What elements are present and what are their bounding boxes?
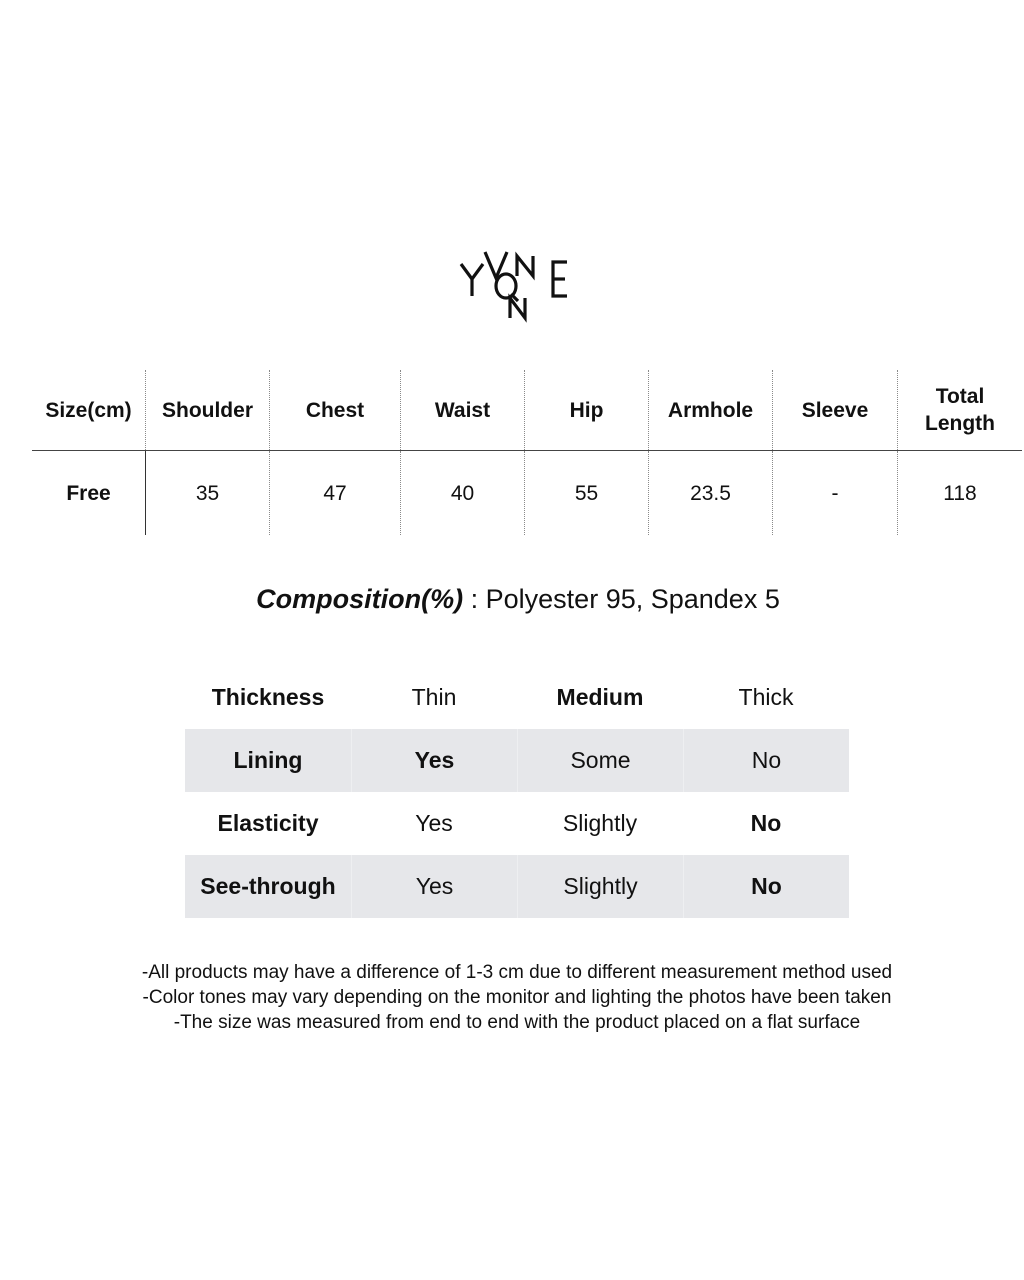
property-option: No	[683, 729, 849, 792]
header-shoulder: Shoulder	[145, 370, 269, 450]
note-line: -Color tones may vary depending on the monitor and lighting the photos have been taken	[142, 987, 892, 1008]
property-option-selected: Yes	[351, 729, 517, 792]
property-row-see-through	[185, 855, 849, 918]
cell-hip: 55	[524, 451, 648, 535]
brand-logo	[455, 246, 575, 324]
fabric-properties-table	[185, 666, 849, 918]
header-armhole: Armhole	[648, 370, 772, 450]
size-table	[32, 370, 1022, 535]
cell-size: Free	[66, 481, 111, 505]
note-line: -The size was measured from end to end with the product placed on a flat surface	[173, 1012, 861, 1033]
measurement-notes	[0, 960, 1024, 1035]
cell-waist: 40	[400, 451, 524, 535]
cell-sleeve: -	[772, 451, 897, 535]
header-waist: Waist	[400, 370, 524, 450]
property-name: Thickness	[211, 684, 325, 710]
property-option-selected: No	[750, 810, 782, 836]
property-option: Thick	[738, 684, 794, 710]
header-sleeve: Sleeve	[772, 370, 897, 450]
composition-value: Polyester 95, Spandex 5	[485, 584, 780, 614]
property-option: Yes	[415, 810, 453, 836]
property-row-elasticity	[185, 792, 849, 855]
property-option: Slightly	[562, 810, 638, 836]
property-row-lining	[185, 729, 849, 792]
composition-line	[0, 584, 1024, 615]
property-option-selected: No	[683, 855, 849, 918]
size-table-header	[32, 370, 1022, 451]
header-size: Size(cm)	[45, 398, 132, 422]
property-option-selected: Medium	[556, 684, 644, 710]
composition-separator: :	[463, 584, 486, 614]
property-name: See-through	[200, 873, 336, 899]
property-name: Elasticity	[217, 810, 319, 836]
note-line: -All products may have a difference of 1-3 cm due to different measurement method used	[141, 962, 893, 983]
property-row-thickness	[185, 666, 849, 729]
property-name: Lining	[233, 747, 303, 773]
size-table-row	[32, 451, 1022, 535]
composition-label: Composition(%)	[256, 584, 464, 614]
header-total-length: Total Length	[897, 370, 1022, 450]
cell-shoulder: 35	[145, 451, 269, 535]
cell-armhole: 23.5	[648, 451, 772, 535]
property-option: Yes	[351, 855, 517, 918]
cell-chest: 47	[269, 451, 400, 535]
header-hip: Hip	[524, 370, 648, 450]
property-option: Thin	[411, 684, 457, 710]
header-chest: Chest	[269, 370, 400, 450]
cell-total-length: 118	[897, 451, 1022, 535]
property-option: Slightly	[517, 855, 683, 918]
property-option: Some	[517, 729, 683, 792]
